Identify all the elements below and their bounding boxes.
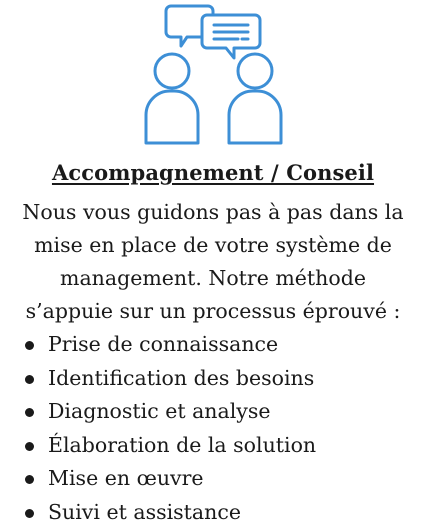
bullet-icon	[25, 341, 34, 350]
description-line: Nous vous guidons pas à pas dans la	[22, 200, 404, 224]
left-person-head-icon	[155, 54, 189, 88]
step-label: Élaboration de la solution	[48, 432, 317, 457]
bullet-icon	[25, 475, 34, 484]
list-item	[18, 362, 316, 396]
right-person-body-icon	[229, 91, 281, 143]
bullet-icon	[25, 375, 34, 384]
section-description	[0, 196, 426, 328]
step-label: Identification des besoins	[48, 365, 315, 390]
bullet-icon	[25, 509, 34, 518]
description-line: management. Notre méthode	[60, 266, 366, 290]
description-line: s’appuie sur un processus éprouvé :	[25, 299, 401, 323]
two-people-conversation-icon	[138, 2, 288, 148]
description-line: mise en place de votre système de	[34, 233, 392, 257]
list-item	[18, 496, 316, 530]
step-label: Diagnostic et analyse	[48, 399, 271, 424]
right-person-head-icon	[238, 54, 272, 88]
list-item	[18, 395, 316, 429]
section-title: Accompagnement / Conseil	[51, 160, 375, 185]
list-item	[18, 462, 316, 496]
list-item	[18, 328, 316, 362]
right-speech-bubble-icon	[202, 15, 260, 58]
step-label: Suivi et assistance	[48, 499, 241, 524]
step-label: Mise en œuvre	[48, 466, 204, 491]
process-steps-list	[18, 328, 316, 530]
bullet-icon	[25, 408, 34, 417]
step-label: Prise de connaissance	[48, 332, 279, 356]
bullet-icon	[25, 442, 34, 451]
left-person-body-icon	[146, 91, 198, 143]
list-item	[18, 429, 316, 463]
